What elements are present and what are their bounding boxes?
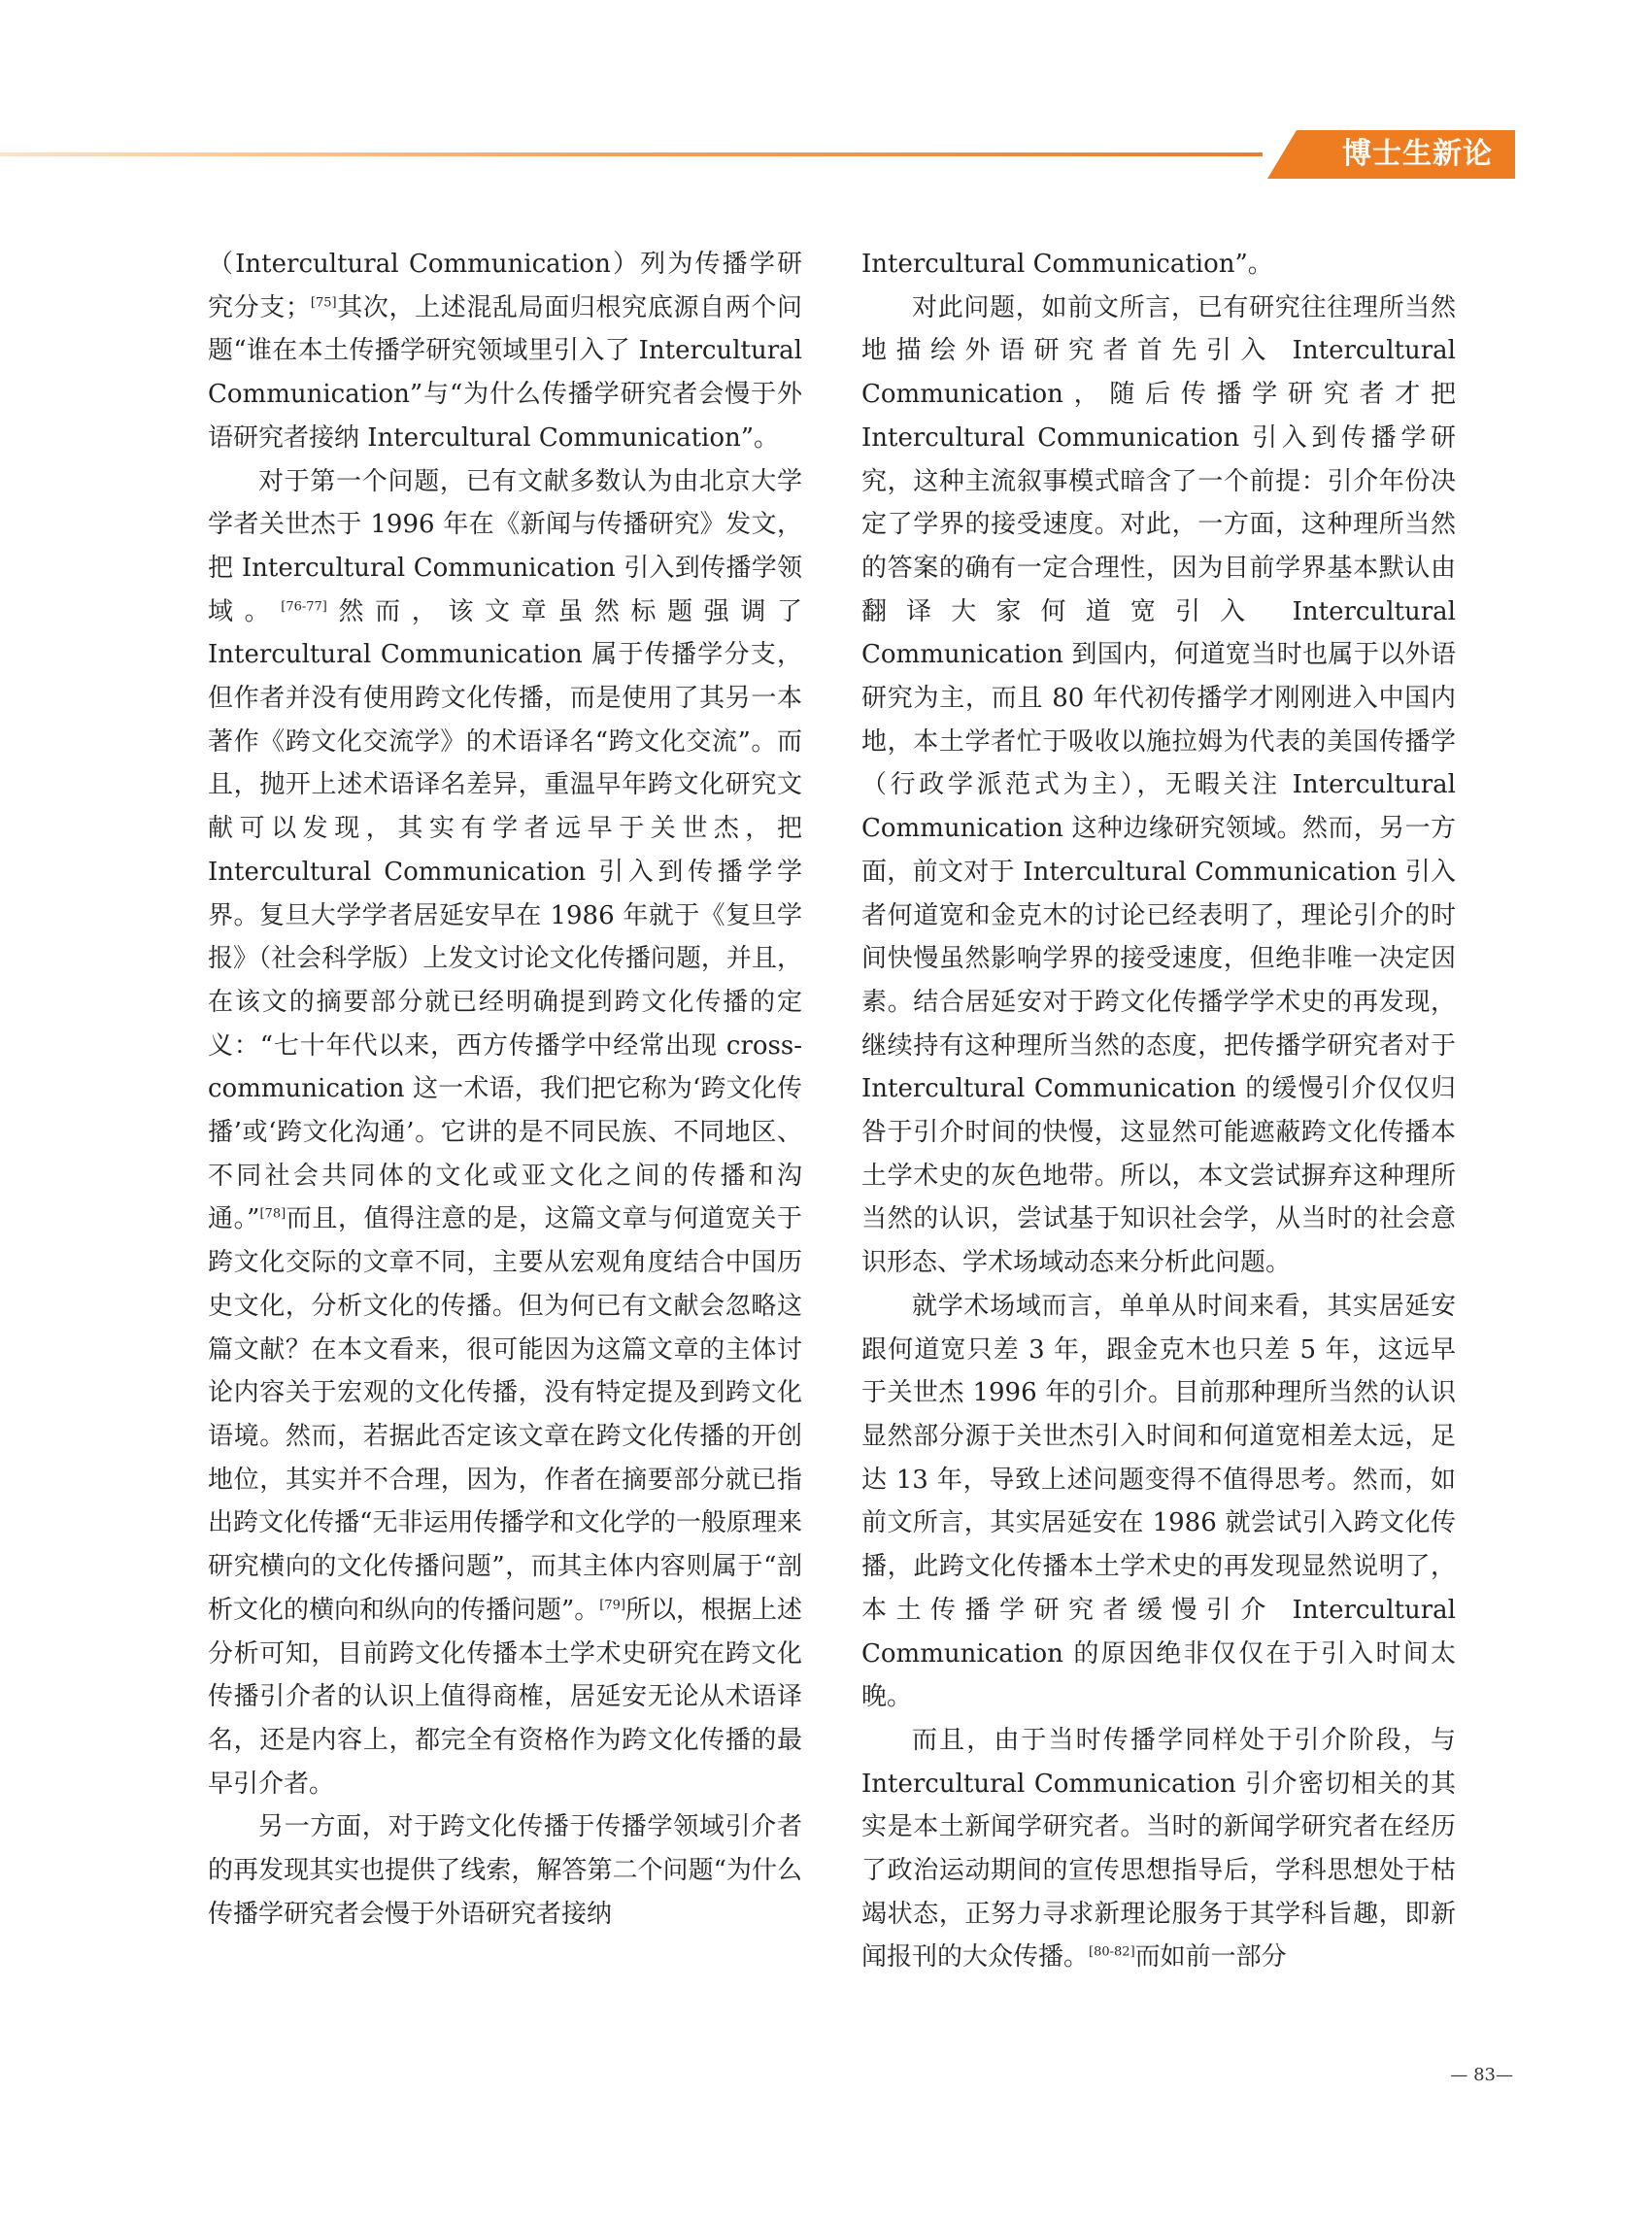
paragraph [208, 460, 802, 1806]
citation: [78] [259, 1206, 287, 1222]
text-run: 然而，该文章虽然标题强调了 Intercultural Communication 属于传播学分支，但作者并没有使用跨文化传播，而是使用了其另一本著作《跨文化交流学》的术语译名“跨文化交流”。而且，抛开上述术语译名差异，重温早年跨文化研究文献可以发现，其实有学者远早于关世杰，把 Intercultural Communication 引入到传播学学界。复旦大学学者居延安早在 1986 年就于《复旦学报》（社会科学版）上发文讨论文化传播问题，并且，在该文的摘要部分就已经明确提到跨文化传播的定义：“七十年代以来，西方传播学中经常出现 cross-communication 这一术语，我们把它称为‘跨文化传播’或‘跨文化沟通’。它讲的是不同民族、不同地区、不同社会共同体的文化或亚文化之间的传播和沟通。” [208, 596, 802, 1234]
paragraph [208, 1805, 802, 1936]
citation: [75] [310, 295, 337, 311]
citation: [80-82] [1089, 1944, 1135, 1960]
citation: [79] [599, 1598, 625, 1613]
header-rule [0, 152, 1263, 156]
citation: [76-77] [281, 598, 327, 614]
text-run: Intercultural Communication”。 [861, 250, 1273, 279]
paragraph [861, 243, 1456, 287]
text-run: 对于第一个问题，已有文献多数认为由北京大学学者关世杰于 1996 年在《新闻与传播研究》发文，把 Intercultural Communication 引入到传播学领域。 [208, 466, 802, 626]
text-run: 而且，值得注意的是，这篇文章与何道宽关于跨文化交际的文章不同，主要从宏观角度结合中国历史文化，分析文化的传播。但为何已有文献会忽略这篇文献？在本文看来，很可能因为这篇文章的主体讨论内容关于宏观的文化传播，没有特定提及到跨文化语境。然而，若据此否定该文章在跨文化传播的开创地位，其实并不合理，因为，作者在摘要部分就已指出跨文化传播“无非运用传播学和文化学的一般原理来研究横向的文化传播问题”，而其主体内容则属于“剖析文化的横向和纵向的传播问题”。 [208, 1204, 802, 1625]
text-run: 所以，根据上述分析可知，目前跨文化传播本土学术史研究在跨文化传播引介者的认识上值得商榷，居延安无论从术语译名，还是内容上，都完全有资格作为跨文化传播的最早引介者。 [208, 1595, 802, 1799]
page-number: — 83— [1450, 2065, 1513, 2085]
paragraph [861, 1719, 1456, 1979]
paragraph [861, 1285, 1456, 1719]
text-run: 其次，上述混乱局面归根究底源自两个问题“谁在本土传播学研究领域里引入了 Intercultural Communication”与“为什么传播学研究者会慢于外语研究者接纳 Intercultural Communication”。 [208, 292, 802, 453]
text-run: 对此问题，如前文所言，已有研究往往理所当然地描绘外语研究者首先引入 Intercultural Communication，随后传播学研究者才把 Intercultural Communication 引入到传播学研究，这种主流叙事模式暗含了一个前提：引介年份决定了学界的接受速度。对此，一方面，这种理所当然的答案的确有一定合理性，因为目前学界基本默认由翻译大家何道宽引入 Intercultural Communication 到国内，何道宽当时也属于以外语研究为主，而且 80 年代初传播学才刚刚进入中国内地，本土学者忙于吸收以施拉姆为代表的美国传播学（行政学派范式为主），无暇关注 Intercultural Communication 这种边缘研究领域。然而，另一方面，前文对于 Intercultural Communication 引入者何道宽和金克木的讨论已经表明了，理论引介的时间快慢虽然影响学界的接受速度，但绝非唯一决定因素。结合居延安对于跨文化传播学学术史的再发现，继续持有这种理所当然的态度，把传播学研究者对于 Intercultural Communication 的缓慢引介仅仅归咎于引介时间的快慢，这显然可能遮蔽跨文化传播本土学术史的灰色地带。所以，本文尝试摒弃这种理所当然的认识，尝试基于知识社会学，从当时的社会意识形态、学术场域动态来分析此问题。 [861, 292, 1456, 1278]
section-title: 博士生新论 [1342, 137, 1493, 171]
text-run: 而如前一部分 [1134, 1942, 1287, 1973]
text-run: 而且，由于当时传播学同样处于引介阶段，与 Intercultural Communication 引介密切相关的其实是本土新闻学研究者。当时的新闻学研究者在经历了政治运动期间的宣传思想指导后，学科思想处于枯竭状态，正努力寻求新理论服务于其学科旨趣，即新闻报刊的大众传播。 [861, 1725, 1456, 1973]
right-column [861, 243, 1456, 1979]
left-column [208, 243, 802, 1936]
text-run: （Intercultural Communication）列为传播学研究分支； [208, 250, 802, 322]
paragraph [208, 243, 802, 460]
text-run: 另一方面，对于跨文化传播于传播学领域引介者的再发现其实也提供了线索，解答第二个问题“为什么传播学研究者会慢于外语研究者接纳 [208, 1812, 802, 1929]
paragraph [861, 287, 1456, 1285]
text-run: 就学术场域而言，单单从时间来看，其实居延安跟何道宽只差 3 年，跟金克木也只差 5 年，这远早于关世杰 1996 年的引介。目前那种理所当然的认识显然部分源于关世杰引入时间和何道宽相差太远，足达 13 年，导致上述问题变得不值得思考。然而，如前文所言，其实居延安在 1986 就尝试引入跨文化传播，此跨文化传播本土学术史的再发现显然说明了，本土传播学研究者缓慢引介 Intercultural Communication 的原因绝非仅仅在于引入时间太晚。 [861, 1291, 1456, 1712]
